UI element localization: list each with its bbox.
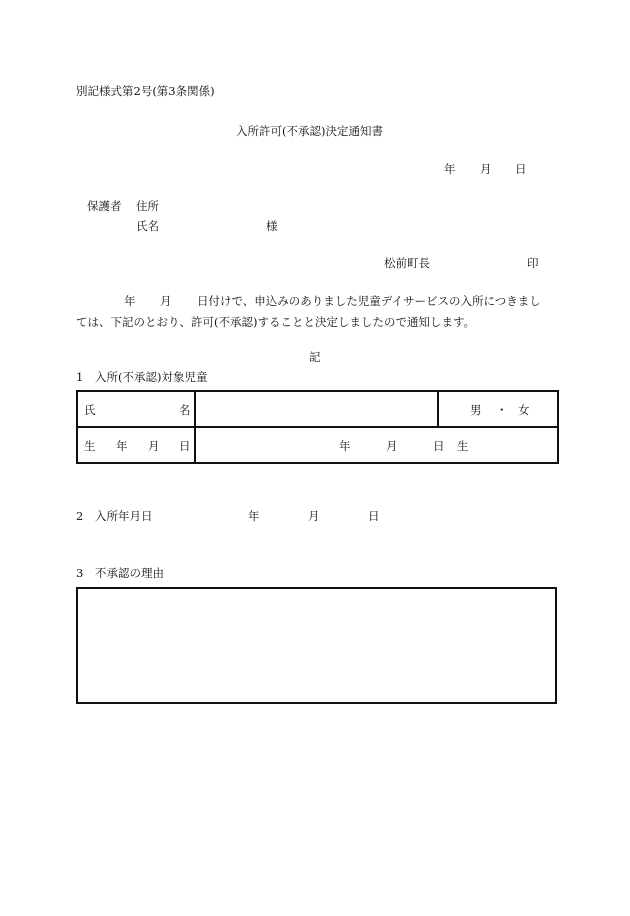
date-day: 日 [515,162,527,176]
address-label: 住所 [136,199,159,213]
section2-number: 2 [76,509,84,523]
gender-female[interactable]: 女 [518,403,530,417]
dob-row [77,427,558,463]
body-year: 年 [124,294,136,308]
issuer-title: 松前町長 [384,256,430,270]
seal-mark: 印 [527,256,539,270]
name-row [77,391,558,427]
gender-cell [438,391,558,427]
dob-label-char-3: 月 [148,439,160,453]
dob-label-cell [77,427,195,463]
admission-year: 年 [248,509,260,523]
gender-separator: ・ [496,403,508,417]
admission-day: 日 [368,509,380,523]
document-title: 入所許可(不承認)決定通知書 [236,124,383,138]
name-label-cell [77,391,195,427]
dob-year: 年 [339,439,351,453]
dob-label-char-4: 日 [179,439,191,453]
body-line2: ては、下記のとおり、許可(不承認)することと決定しましたので通知します。 [76,315,476,329]
gender-male[interactable]: 男 [470,403,482,417]
name-label: 氏名 [136,219,159,233]
guardian-label: 保護者 [87,199,122,213]
date-month: 月 [480,162,492,176]
section2-title: 入所年月日 [95,509,153,523]
section1-title: 入所(不承認)対象児童 [95,370,208,384]
notice-mark: 記 [309,350,321,364]
section1-number: 1 [76,370,84,384]
form-number: 別記様式第2号(第3条関係) [76,84,215,98]
body-line1: 日付けで、申込みのありました児童デイサービスの入所につきまし [197,294,541,308]
name-label-char-2: 名 [179,403,191,417]
dob-day: 日 [433,439,445,453]
child-info-table [76,390,559,464]
admission-month: 月 [308,509,320,523]
honorific: 様 [266,219,278,233]
date-year: 年 [444,162,456,176]
body-month: 月 [160,294,172,308]
rejection-reason-box[interactable] [76,587,557,704]
child-name-field[interactable] [195,391,438,427]
dob-label-char-1: 生 [84,439,96,453]
dob-label-char-2: 年 [116,439,128,453]
section3-title: 不承認の理由 [95,566,164,580]
dob-field[interactable] [195,427,558,463]
dob-month: 月 [386,439,398,453]
name-label-char-1: 氏 [84,403,96,417]
section3-number: 3 [76,566,84,580]
dob-suffix: 生 [457,439,469,453]
